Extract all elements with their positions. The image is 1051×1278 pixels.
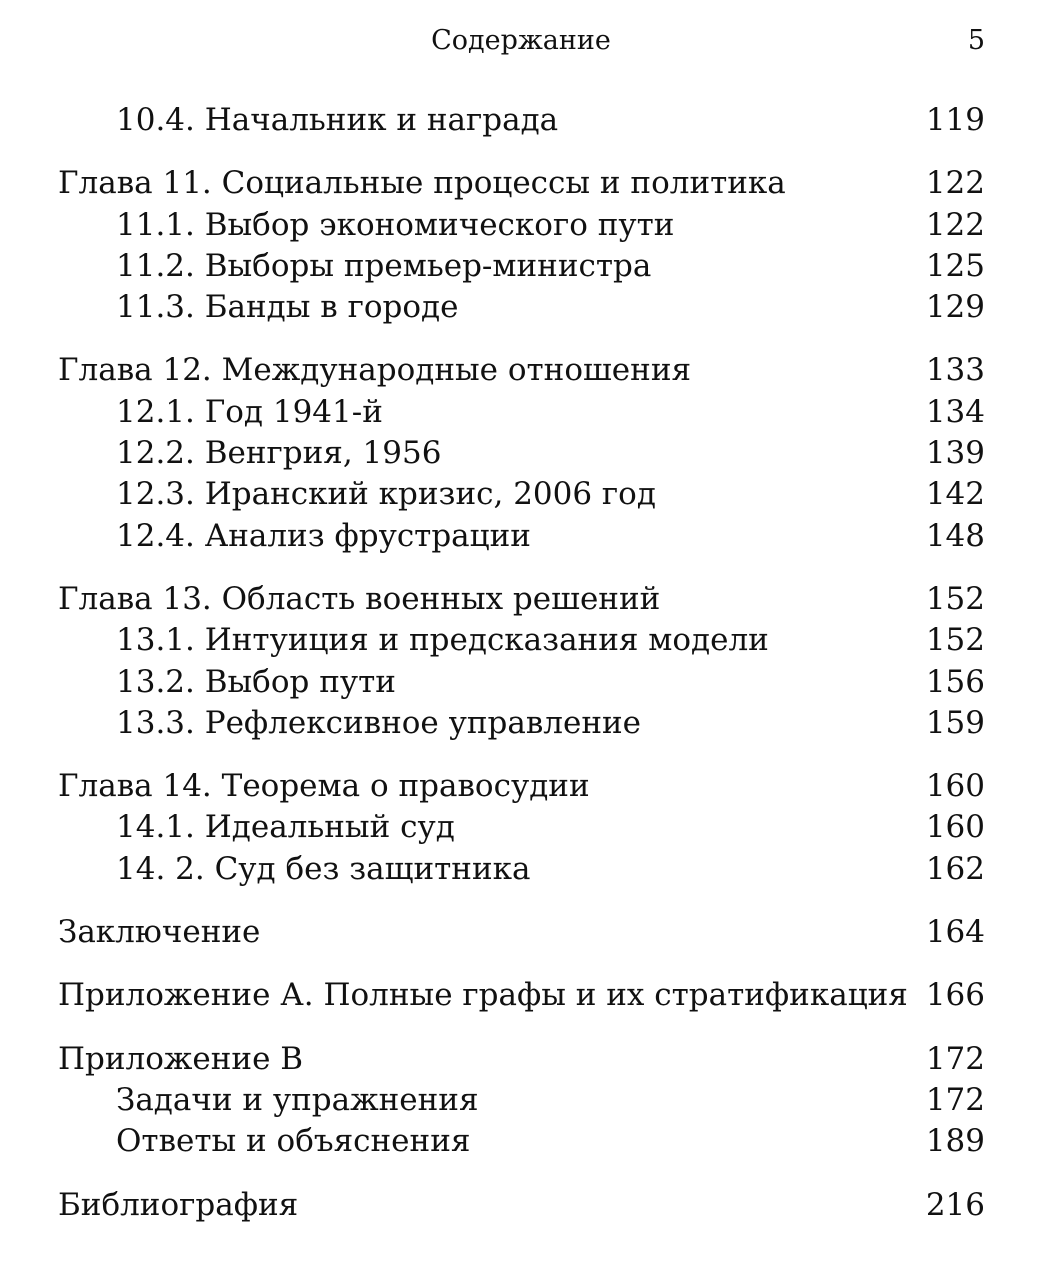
toc-entry-title: 11.1. Выбор экономического пути bbox=[116, 206, 675, 243]
toc-entry-page: 162 bbox=[925, 850, 985, 887]
toc-entry-page: 148 bbox=[925, 517, 985, 554]
toc-group bbox=[58, 1039, 985, 1163]
toc-section-entry bbox=[58, 703, 985, 744]
toc-entry-title: Глава 13. Область военных решений bbox=[58, 580, 661, 617]
toc-section-entry bbox=[58, 1080, 985, 1121]
toc-entry-page: 122 bbox=[925, 206, 985, 243]
header-page-number: 5 bbox=[967, 25, 985, 56]
toc-section-entry bbox=[58, 620, 985, 661]
table-of-contents bbox=[58, 100, 985, 1248]
toc-entry-title: Библиография bbox=[58, 1186, 299, 1223]
toc-entry-title: 14. 2. Суд без защитника bbox=[116, 850, 531, 887]
toc-section-entry bbox=[58, 433, 985, 474]
toc-group bbox=[58, 1185, 985, 1226]
running-header-title: Содержание bbox=[431, 25, 611, 56]
toc-group bbox=[58, 912, 985, 953]
toc-entry-title: 12.4. Анализ фрустрации bbox=[116, 517, 531, 554]
toc-group bbox=[58, 100, 985, 141]
toc-entry-title: Задачи и упражнения bbox=[116, 1081, 479, 1118]
toc-entry-page: 139 bbox=[925, 435, 985, 472]
toc-entry-title: Глава 12. Международные отношения bbox=[58, 352, 692, 389]
toc-entry-title: Глава 11. Социальные процессы и политика bbox=[58, 165, 786, 202]
toc-entry-title: 12.2. Венгрия, 1956 bbox=[116, 435, 442, 472]
toc-chapter-entry bbox=[58, 163, 985, 204]
toc-section-entry bbox=[58, 516, 985, 557]
toc-entry-title: 11.2. Выборы премьер-министра bbox=[116, 247, 652, 284]
toc-entry-page: 152 bbox=[925, 580, 985, 617]
toc-entry-page: 172 bbox=[925, 1040, 985, 1077]
toc-entry-page: 166 bbox=[925, 977, 985, 1014]
toc-section-entry bbox=[58, 205, 985, 246]
toc-entry-title: 13.3. Рефлексивное управление bbox=[116, 704, 642, 741]
toc-chapter-entry bbox=[58, 1185, 985, 1226]
toc-entry-page: 189 bbox=[925, 1123, 985, 1160]
toc-entry-page: 142 bbox=[925, 476, 985, 513]
toc-chapter-entry bbox=[58, 975, 985, 1016]
toc-entry-title: Заключение bbox=[58, 914, 261, 951]
toc-entry-title: 11.3. Банды в городе bbox=[116, 289, 459, 326]
toc-entry-page: 164 bbox=[925, 914, 985, 951]
toc-group bbox=[58, 350, 985, 556]
toc-section-entry bbox=[58, 100, 985, 141]
toc-chapter-entry bbox=[58, 912, 985, 953]
toc-section-entry bbox=[58, 1121, 985, 1162]
toc-entry-title: 10.4. Начальник и награда bbox=[116, 102, 559, 138]
toc-chapter-entry bbox=[58, 579, 985, 620]
toc-entry-title: Приложение А. Полные графы и их стратификация bbox=[58, 977, 908, 1014]
toc-entry-page: 133 bbox=[925, 352, 985, 389]
toc-entry-page: 122 bbox=[925, 165, 985, 202]
toc-entry-title: 12.3. Иранский кризис, 2006 год bbox=[116, 476, 656, 513]
toc-entry-page: 134 bbox=[925, 393, 985, 430]
toc-entry-title: 14.1. Идеальный суд bbox=[116, 809, 455, 846]
toc-entry-page: 119 bbox=[925, 102, 985, 138]
toc-section-entry bbox=[58, 662, 985, 703]
toc-entry-page: 159 bbox=[925, 704, 985, 741]
toc-chapter-entry bbox=[58, 1039, 985, 1080]
toc-group bbox=[58, 766, 985, 890]
toc-group bbox=[58, 163, 985, 328]
toc-entry-title: 12.1. Год 1941-й bbox=[116, 393, 383, 430]
toc-entry-page: 160 bbox=[925, 809, 985, 846]
toc-entry-title: 13.2. Выбор пути bbox=[116, 663, 396, 700]
toc-entry-page: 172 bbox=[925, 1081, 985, 1118]
toc-section-entry bbox=[58, 807, 985, 848]
toc-chapter-entry bbox=[58, 350, 985, 391]
toc-entry-page: 160 bbox=[925, 768, 985, 805]
toc-entry-page: 156 bbox=[925, 663, 985, 700]
toc-section-entry bbox=[58, 474, 985, 515]
toc-entry-title: Приложение В bbox=[58, 1040, 304, 1077]
toc-group bbox=[58, 975, 985, 1016]
toc-entry-page: 216 bbox=[925, 1186, 985, 1223]
toc-entry-title: Ответы и объяснения bbox=[116, 1123, 471, 1160]
toc-entry-title: 13.1. Интуиция и предсказания модели bbox=[116, 622, 769, 659]
toc-chapter-entry bbox=[58, 766, 985, 807]
toc-entry-page: 152 bbox=[925, 622, 985, 659]
toc-section-entry bbox=[58, 392, 985, 433]
toc-entry-page: 129 bbox=[925, 289, 985, 326]
toc-section-entry bbox=[58, 849, 985, 890]
toc-entry-title: Глава 14. Теорема о правосудии bbox=[58, 768, 590, 805]
toc-entry-page: 125 bbox=[925, 247, 985, 284]
toc-group bbox=[58, 579, 985, 744]
toc-section-entry bbox=[58, 246, 985, 287]
toc-section-entry bbox=[58, 287, 985, 328]
